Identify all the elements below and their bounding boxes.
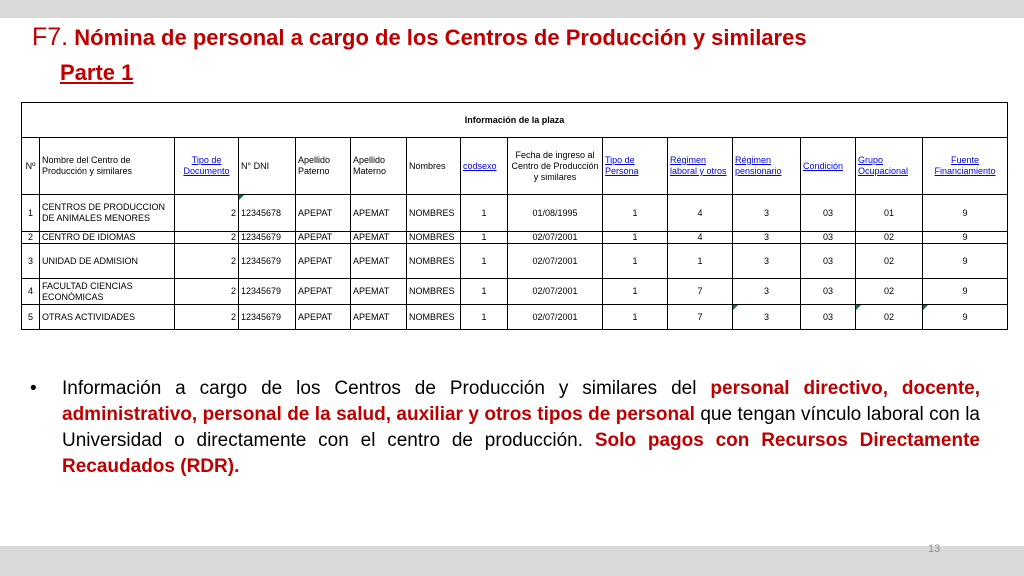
description-paragraph xyxy=(62,376,980,480)
col-header-funding-source[interactable]: Fuente Financiamiento xyxy=(923,138,1008,195)
row-pension-regime: 3 xyxy=(733,305,801,330)
comment-marker xyxy=(923,305,928,310)
row-person-type: 1 xyxy=(603,305,668,330)
row-entry-date: 02/07/2001 xyxy=(508,244,603,279)
row-occupational-group: 02 xyxy=(856,244,923,279)
col-header-entry-date: Fecha de ingreso al Centro de Producción y similares xyxy=(508,138,603,195)
row-center-name: CENTRO DE IDIOMAS xyxy=(40,232,175,244)
col-header-names: Nombres xyxy=(407,138,461,195)
row-person-type: 1 xyxy=(603,232,668,244)
row-condition: 03 xyxy=(801,244,856,279)
col-header-sex-code[interactable]: codsexo xyxy=(461,138,508,195)
row-occupational-group: 02 xyxy=(856,232,923,244)
table-row xyxy=(22,244,1008,279)
row-person-type: 1 xyxy=(603,279,668,305)
row-sex-code: 1 xyxy=(461,232,508,244)
row-condition: 03 xyxy=(801,279,856,305)
group-header-row xyxy=(22,103,1008,138)
table-row xyxy=(22,232,1008,244)
row-paternal: APEPAT xyxy=(296,305,351,330)
row-maternal: APEMAT xyxy=(351,244,407,279)
row-labor-regime: 1 xyxy=(668,244,733,279)
table-row xyxy=(22,195,1008,232)
row-center-name: OTRAS ACTIVIDADES xyxy=(40,305,175,330)
comment-marker xyxy=(239,195,244,200)
row-num: 5 xyxy=(22,305,40,330)
row-occupational-group: 02 xyxy=(856,305,923,330)
row-funding-source: 9 xyxy=(923,279,1008,305)
slide-subtitle: Parte 1 xyxy=(60,60,134,85)
comment-marker xyxy=(856,305,861,310)
row-num: 1 xyxy=(22,195,40,232)
row-num: 2 xyxy=(22,232,40,244)
row-pension-regime: 3 xyxy=(733,244,801,279)
row-paternal: APEPAT xyxy=(296,279,351,305)
row-num: 3 xyxy=(22,244,40,279)
table-row xyxy=(22,279,1008,305)
row-funding-source: 9 xyxy=(923,195,1008,232)
title-text: Nómina de personal a cargo de los Centros de Producción y similares xyxy=(74,25,807,50)
para-highlight-personnel: personal directivo, docente, administrativo, personal de la salud, auxiliar y otros tipos de personal xyxy=(62,378,981,425)
row-center-name: CENTROS DE PRODUCCION DE ANIMALES MENORES xyxy=(40,195,175,232)
bottom-band xyxy=(0,546,1024,576)
row-pension-regime: 3 xyxy=(733,232,801,244)
row-person-type: 1 xyxy=(603,195,668,232)
row-paternal: APEPAT xyxy=(296,195,351,232)
row-sex-code: 1 xyxy=(461,279,508,305)
slide-title xyxy=(32,22,1012,53)
row-sex-code: 1 xyxy=(461,305,508,330)
page-number: 13 xyxy=(928,543,941,555)
column-header-row xyxy=(22,138,1008,195)
col-header-condition[interactable]: Condición xyxy=(801,138,856,195)
row-doc-type: 2 xyxy=(175,279,239,305)
row-labor-regime: 7 xyxy=(668,305,733,330)
row-paternal: APEPAT xyxy=(296,244,351,279)
row-num: 4 xyxy=(22,279,40,305)
row-dni: 12345679 xyxy=(239,305,296,330)
table-row xyxy=(22,305,1008,330)
top-band xyxy=(0,0,1024,18)
row-condition: 03 xyxy=(801,305,856,330)
row-names: NOMBRES xyxy=(407,305,461,330)
row-entry-date: 01/08/1995 xyxy=(508,195,603,232)
row-labor-regime: 4 xyxy=(668,195,733,232)
row-paternal: APEPAT xyxy=(296,232,351,244)
row-names: NOMBRES xyxy=(407,244,461,279)
para-highlight-rdr: Solo pagos con Recursos Directamente Recaudados (RDR). xyxy=(62,430,980,477)
col-header-maternal: Apellido Materno xyxy=(351,138,407,195)
title-code: F7. xyxy=(32,23,69,51)
row-labor-regime: 4 xyxy=(668,232,733,244)
bullet-marker: • xyxy=(30,378,37,399)
row-funding-source: 9 xyxy=(923,232,1008,244)
row-dni: 12345679 xyxy=(239,232,296,244)
row-doc-type: 2 xyxy=(175,244,239,279)
row-entry-date: 02/07/2001 xyxy=(508,279,603,305)
row-names: NOMBRES xyxy=(407,279,461,305)
para-text-1: Información a cargo de los Centros de Producción y similares del xyxy=(62,378,697,399)
row-condition: 03 xyxy=(801,195,856,232)
row-pension-regime: 3 xyxy=(733,279,801,305)
row-sex-code: 1 xyxy=(461,244,508,279)
row-doc-type: 2 xyxy=(175,232,239,244)
row-center-name: FACULTAD CIENCIAS ECONÓMICAS xyxy=(40,279,175,305)
col-header-labor-regime[interactable]: Régimen laboral y otros xyxy=(668,138,733,195)
row-center-name: UNIDAD DE ADMISION xyxy=(40,244,175,279)
row-entry-date: 02/07/2001 xyxy=(508,305,603,330)
row-doc-type: 2 xyxy=(175,195,239,232)
row-condition: 03 xyxy=(801,232,856,244)
row-dni: 12345679 xyxy=(239,244,296,279)
row-labor-regime: 7 xyxy=(668,279,733,305)
para-text-2: que tengan vínculo laboral con la Universidad o directamente con el centro de producción. xyxy=(62,404,980,451)
row-funding-source: 9 xyxy=(923,244,1008,279)
row-sex-code: 1 xyxy=(461,195,508,232)
row-doc-type: 2 xyxy=(175,305,239,330)
row-dni: 12345679 xyxy=(239,279,296,305)
row-maternal: APEMAT xyxy=(351,232,407,244)
row-funding-source: 9 xyxy=(923,305,1008,330)
col-header-dni: N° DNI xyxy=(239,138,296,195)
col-header-paternal: Apellido Paterno xyxy=(296,138,351,195)
col-header-center-name: Nombre del Centro de Producción y similares xyxy=(40,138,175,195)
col-header-doc-type[interactable]: Tipo de Documento xyxy=(175,138,239,195)
col-header-pension-regime[interactable]: Régimen pensionario xyxy=(733,138,801,195)
row-dni: 12345678 xyxy=(239,195,296,232)
payroll-table xyxy=(21,102,1008,330)
row-person-type: 1 xyxy=(603,244,668,279)
row-names: NOMBRES xyxy=(407,232,461,244)
col-header-person-type[interactable]: Tipo de Persona xyxy=(603,138,668,195)
row-occupational-group: 02 xyxy=(856,279,923,305)
row-maternal: APEMAT xyxy=(351,279,407,305)
col-header-num: Nº xyxy=(22,138,40,195)
group-header: Información de la plaza xyxy=(22,103,1008,138)
row-maternal: APEMAT xyxy=(351,305,407,330)
comment-marker xyxy=(733,305,738,310)
row-maternal: APEMAT xyxy=(351,195,407,232)
row-occupational-group: 01 xyxy=(856,195,923,232)
row-names: NOMBRES xyxy=(407,195,461,232)
row-entry-date: 02/07/2001 xyxy=(508,232,603,244)
row-pension-regime: 3 xyxy=(733,195,801,232)
col-header-occupational-group[interactable]: Grupo Ocupacional xyxy=(856,138,923,195)
